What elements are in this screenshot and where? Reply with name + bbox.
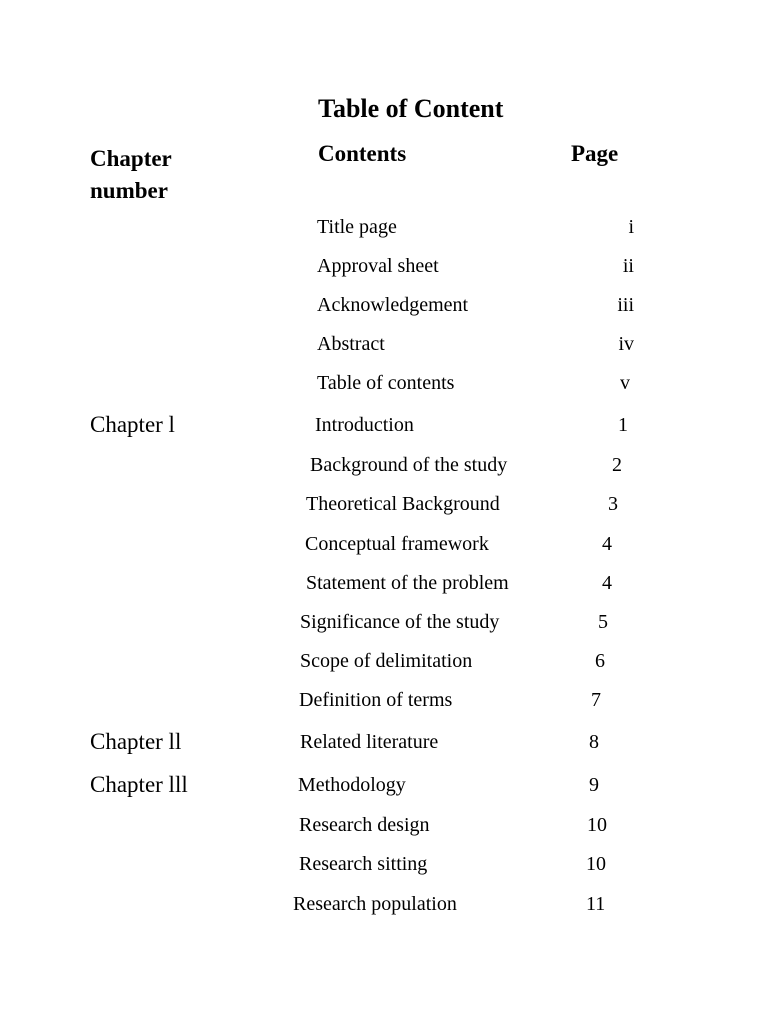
- toc-entry-page: 6: [595, 650, 605, 672]
- chapter-header-line2: number: [90, 178, 168, 203]
- toc-entry-page: 10: [587, 814, 607, 836]
- toc-entry-page: i: [628, 216, 634, 238]
- toc-entry-content: Research design: [299, 814, 430, 836]
- toc-entry-content: Definition of terms: [299, 689, 453, 711]
- toc-entry-page: 7: [591, 689, 601, 711]
- page-header: Page: [571, 141, 619, 166]
- toc-entry-page: v: [620, 372, 630, 394]
- chapter-label: Chapter l: [90, 412, 175, 437]
- toc-entry-content: Abstract: [317, 333, 385, 355]
- toc-entry-page: 9: [589, 774, 599, 796]
- contents-header: Contents: [318, 141, 407, 166]
- chapter-header-line1: Chapter: [90, 146, 172, 171]
- toc-entry-page: iv: [618, 333, 634, 355]
- toc-entry-content: Methodology: [298, 774, 406, 796]
- toc-entry-page: 4: [602, 572, 612, 594]
- toc-entry-content: Statement of the problem: [306, 572, 509, 594]
- toc-entry-page: iii: [617, 294, 634, 316]
- toc-entry-content: Significance of the study: [300, 611, 500, 633]
- toc-entry-page: 1: [618, 414, 628, 436]
- toc-entry-page: 5: [598, 611, 608, 633]
- toc-entry-content: Research population: [293, 893, 457, 915]
- toc-entry-page: 8: [589, 731, 599, 753]
- chapter-label: Chapter lll: [90, 772, 188, 797]
- toc-entry-content: Related literature: [300, 731, 439, 753]
- chapter-number-header: [90, 143, 172, 207]
- toc-entry-page: 3: [608, 493, 618, 515]
- toc-entry-content: Acknowledgement: [317, 294, 469, 316]
- toc-entry-page: 2: [612, 454, 622, 476]
- toc-entry-content: Research sitting: [299, 853, 428, 875]
- toc-entry-page: 10: [586, 853, 606, 875]
- page-title: Table of Content: [318, 94, 504, 123]
- chapter-label: Chapter ll: [90, 729, 182, 754]
- toc-entry-content: Title page: [317, 216, 397, 238]
- toc-entry-content: Theoretical Background: [306, 493, 500, 515]
- toc-entry-content: Scope of delimitation: [300, 650, 473, 672]
- toc-entry-content: Background of the study: [310, 454, 508, 476]
- toc-entry-content: Conceptual framework: [305, 533, 489, 555]
- toc-entry-page: ii: [622, 255, 634, 277]
- toc-entry-page: 11: [586, 893, 606, 915]
- toc-entry-content: Approval sheet: [317, 255, 439, 277]
- toc-entry-content: Introduction: [315, 414, 414, 436]
- toc-entry-content: Table of contents: [317, 372, 455, 394]
- toc-entry-page: 4: [602, 533, 612, 555]
